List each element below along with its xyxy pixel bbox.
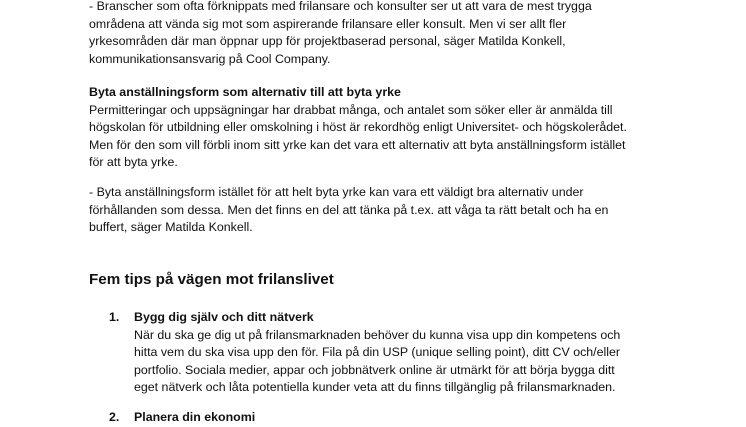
tip-2-title: Planera din ekonomi xyxy=(134,410,256,424)
intro-line: områdena att vända sig mot som aspirerande frilansare eller konsult. Men vi ser allt fler xyxy=(89,16,567,31)
tip-1 xyxy=(134,309,694,397)
quote-paragraph xyxy=(89,184,669,237)
section1-heading: Byta anställningsform som alternativ till att byta yrke xyxy=(89,85,401,99)
intro-line: yrkesområden där man öppnar upp för projektbaserad personal, säger Matilda Konkell, xyxy=(89,34,566,49)
tip-1-line: portfolio. Sociala medier, appar och jobbnätverk online är utmärkt för att börja bygga ditt xyxy=(134,362,615,377)
intro-paragraph xyxy=(89,0,669,68)
quote-line: förhållanden som dessa. Men det finns en del att tänka på t.ex. att våga ta rätt betalt och ha en xyxy=(89,202,609,217)
intro-line: - Branscher som ofta förknippats med frilansare och konsulter ser ut att vara de mest trygga xyxy=(89,0,592,13)
section1-line: för att byta yrke. xyxy=(89,155,178,170)
intro-line: kommunikationsansvarig på Cool Company. xyxy=(89,51,331,66)
tip-1-line: hitta vem du ska visa upp den för. Fila på din USP (unique selling point), ditt CV och/eller xyxy=(134,345,621,360)
quote-line: buffert, säger Matilda Konkell. xyxy=(89,220,253,235)
tip-1-line: När du ska ge dig ut på frilansmarknaden behöver du kunna visa upp din kompetens och xyxy=(134,327,621,342)
tip-1-line: eget nätverk och låta potentiella kunder veta att du finns tillgänglig på frilansmarknaden. xyxy=(134,380,616,395)
tip-2 xyxy=(134,409,694,427)
quote-line: - Byta anställningsform istället för att helt byta yrke kan vara ett väldigt bra alternativ under xyxy=(89,185,584,199)
section1-line: Permitteringar och uppsägningar har drabbat många, och antalet som söker eller är anmälda till xyxy=(89,102,613,117)
tips-heading: Fem tips på vägen mot frilanslivet xyxy=(89,271,334,288)
section1-line: högskolan för utbildning eller omskolning i höst är rekordhög enligt Universitet- och högskolerådet. xyxy=(89,120,627,135)
tip-1-number: 1. xyxy=(109,310,120,324)
section1-block xyxy=(89,84,669,172)
section1-line: Men för den som vill förbli inom sitt yrke kan det vara ett alternativ att byta anställningsform istället xyxy=(89,137,626,152)
tip-1-title: Bygg dig själv och ditt nätverk xyxy=(134,310,314,324)
tip-2-number: 2. xyxy=(109,410,120,424)
